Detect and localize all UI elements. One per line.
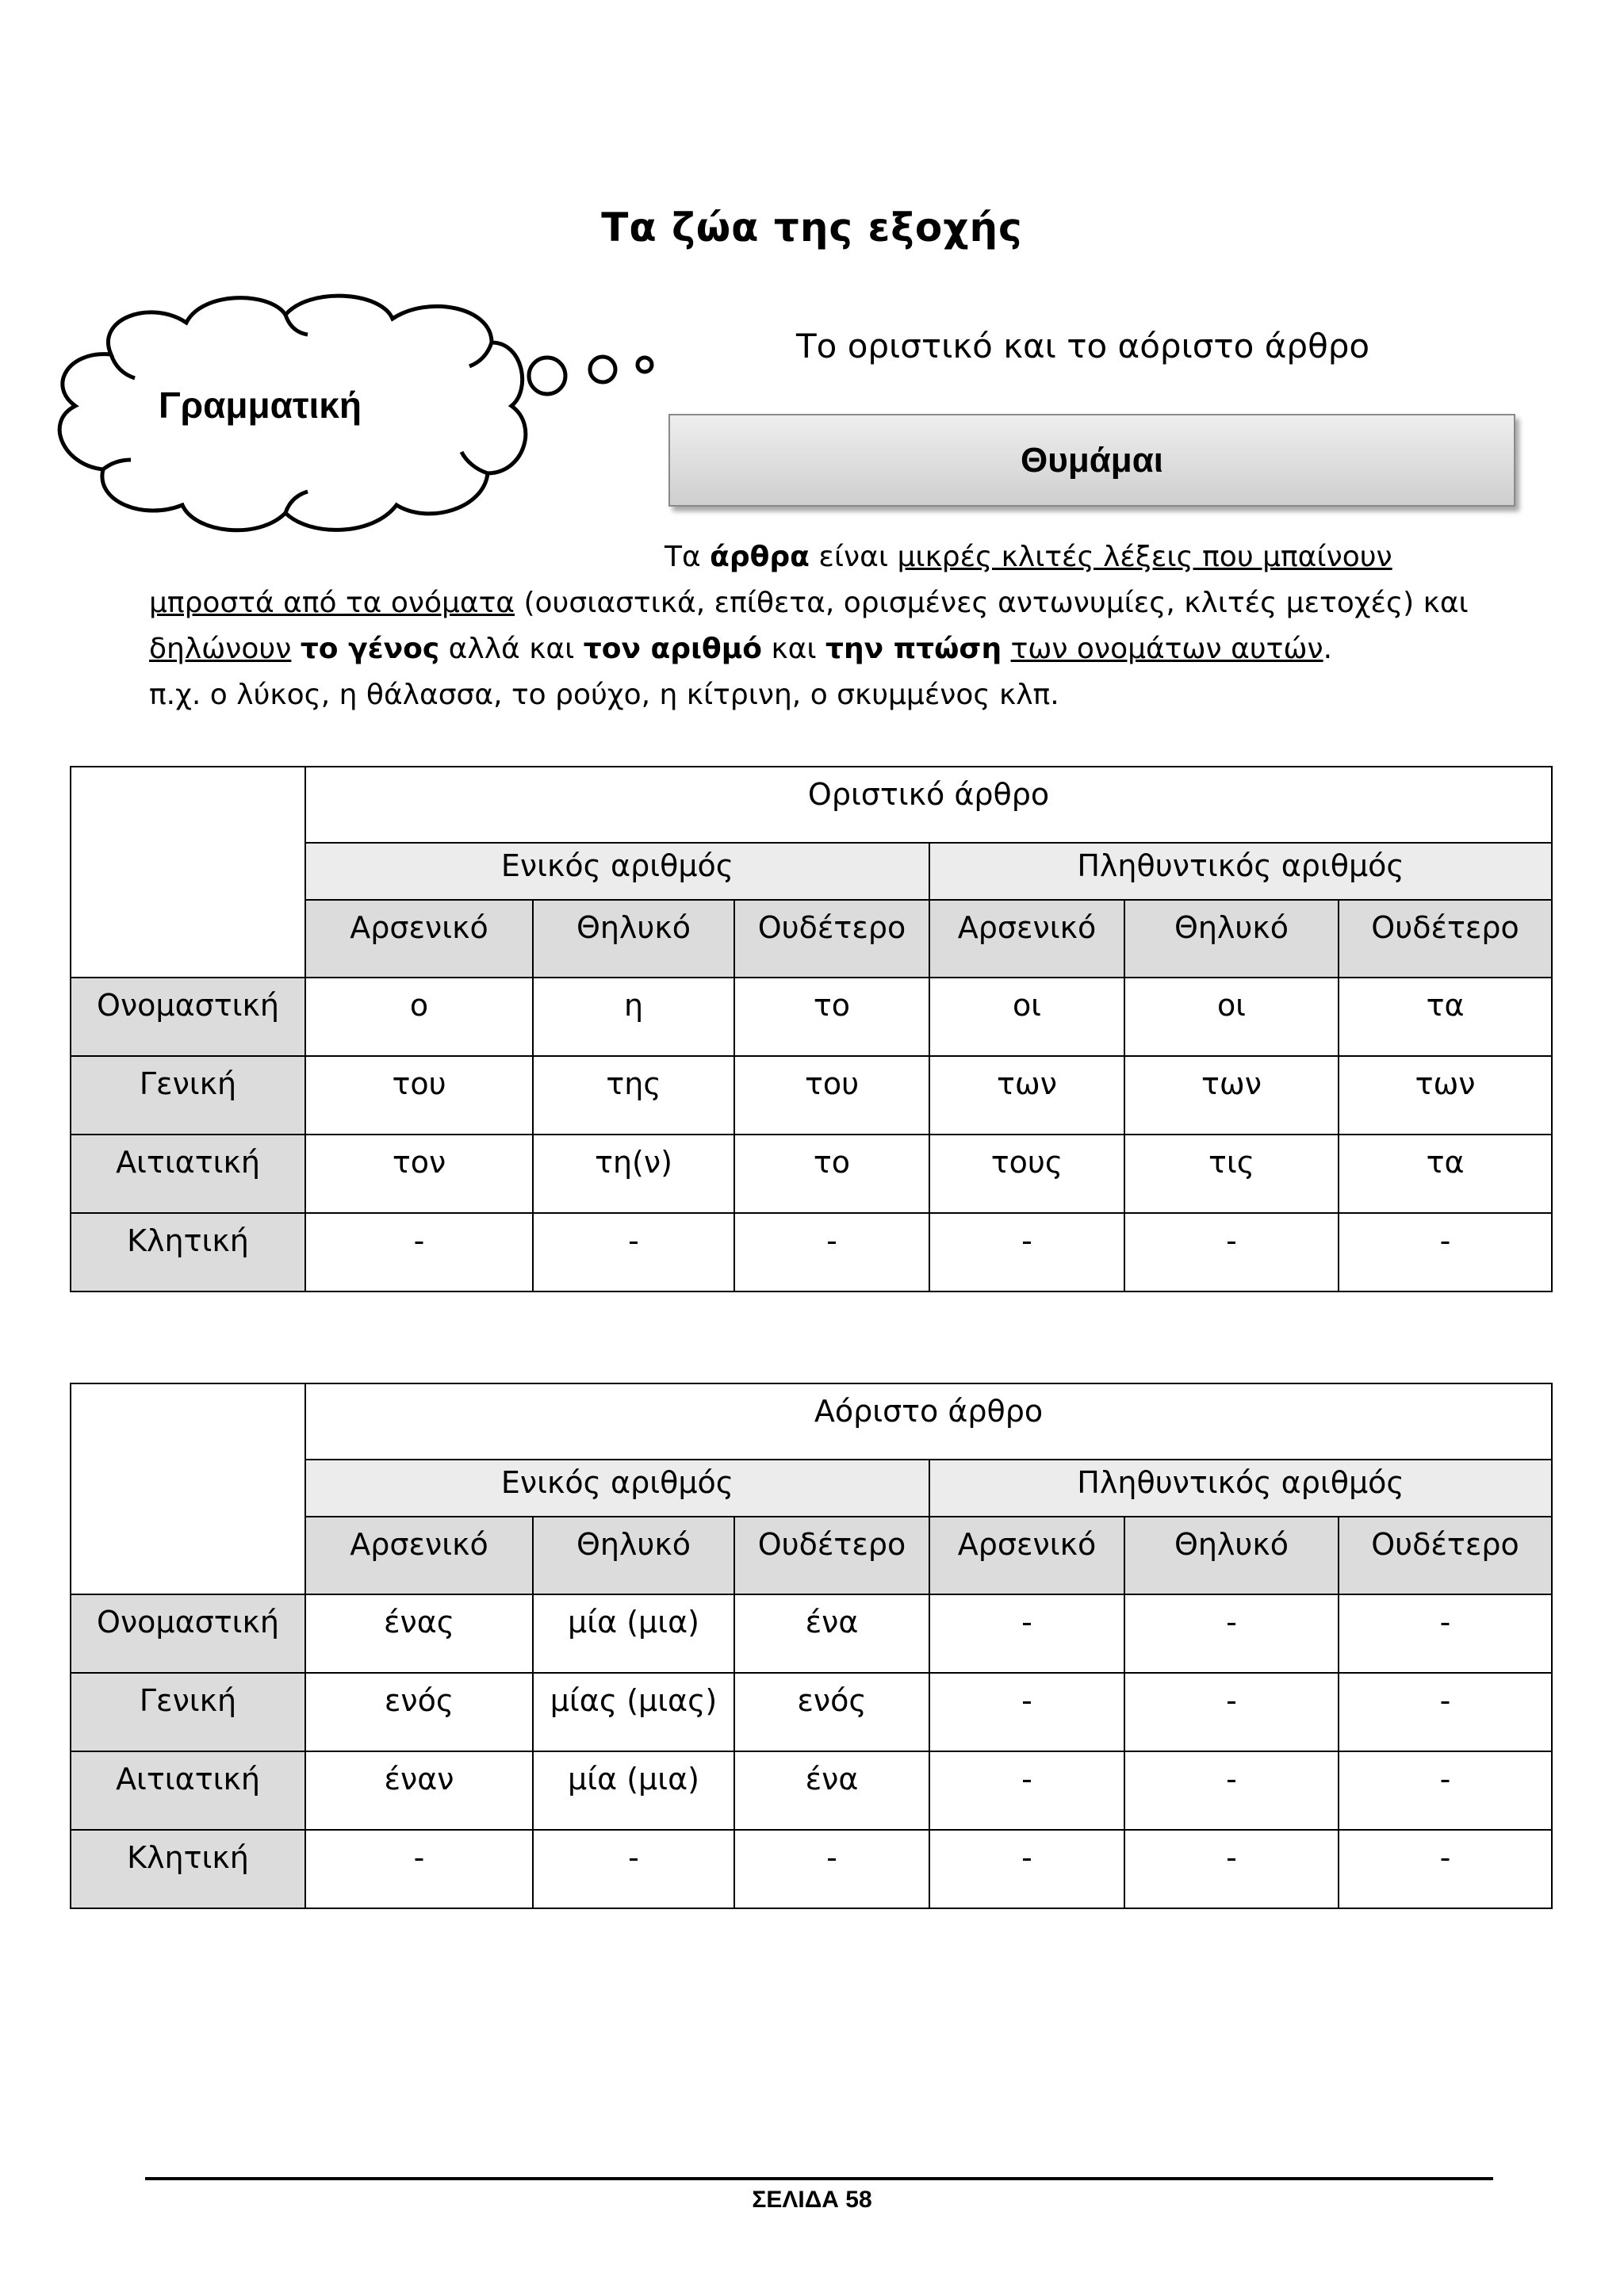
gender-header: Αρσενικό [305, 900, 533, 978]
table-cell: μία (μια) [533, 1751, 734, 1830]
table-cell: τη(ν) [533, 1135, 734, 1213]
gender-header: Αρσενικό [305, 1517, 533, 1594]
banner-label: Θυμάμαι [1021, 440, 1163, 480]
plural-header: Πληθυντικός αριθμός [929, 843, 1552, 900]
table-cell: - [734, 1213, 929, 1292]
corner-cell [71, 1383, 305, 1594]
table-cell: το [734, 1135, 929, 1213]
table-cell: - [1124, 1673, 1339, 1751]
text-run: και [762, 633, 826, 665]
table-cell: - [1339, 1594, 1552, 1673]
table-cell: του [305, 1056, 533, 1135]
footer-divider [145, 2177, 1493, 2180]
table-cell: - [929, 1830, 1124, 1908]
table-cell: - [1124, 1594, 1339, 1673]
table-cell: της [533, 1056, 734, 1135]
table-cell: - [929, 1594, 1124, 1673]
table-cell: τα [1339, 978, 1552, 1056]
case-label: Ονομαστική [71, 1594, 305, 1673]
table-row [71, 1830, 1552, 1908]
cloud-label: Γραμματική [159, 385, 362, 426]
table-cell: - [1339, 1213, 1552, 1292]
table-cell: ένα [734, 1751, 929, 1830]
case-label: Γενική [71, 1673, 305, 1751]
table-cell: ένα [734, 1594, 929, 1673]
table-cell: το [734, 978, 929, 1056]
table-cell: - [1124, 1830, 1339, 1908]
underlined-phrase: μπροστά από τα ονόματα [149, 587, 515, 619]
singular-header: Ενικός αριθμός [305, 843, 929, 900]
gender-header: Θηλυκό [1124, 900, 1339, 978]
banner [668, 414, 1515, 507]
table-cell: - [929, 1213, 1124, 1292]
table-cell: ενός [734, 1673, 929, 1751]
gender-header: Ουδέτερο [734, 1517, 929, 1594]
gender-header: Θηλυκό [533, 900, 734, 978]
paragraph-line-2 [149, 580, 1545, 626]
table-cell: - [533, 1830, 734, 1908]
table-cell: του [734, 1056, 929, 1135]
text-run [291, 633, 300, 665]
definite-article-table [70, 766, 1553, 1292]
table-cell: των [1124, 1056, 1339, 1135]
case-label: Ονομαστική [71, 978, 305, 1056]
underlined-phrase: δηλώνουν [149, 633, 292, 665]
page-title: Τα ζώα της εξοχής [601, 205, 1023, 251]
text-run: . [1323, 633, 1333, 665]
gender-header: Θηλυκό [1124, 1517, 1339, 1594]
paragraph-line-3 [149, 626, 1545, 672]
table-cell: - [1339, 1751, 1552, 1830]
paragraph-line-4: π.χ. ο λύκος, η θάλασσα, το ρούχο, η κίτρινη, ο σκυμμένος κλπ. [149, 679, 1059, 711]
table-cell: - [929, 1751, 1124, 1830]
table-cell: τις [1124, 1135, 1339, 1213]
gender-header: Αρσενικό [929, 1517, 1124, 1594]
corner-cell [71, 767, 305, 978]
table-cell: η [533, 978, 734, 1056]
table-row [71, 1135, 1552, 1213]
gender-header: Θηλυκό [533, 1517, 734, 1594]
table-cell: έναν [305, 1751, 533, 1830]
case-label: Κλητική [71, 1213, 305, 1292]
gender-header: Ουδέτερο [734, 900, 929, 978]
table-cell: - [734, 1830, 929, 1908]
subtitle: Το οριστικό και το αόριστο άρθρο [796, 327, 1370, 365]
gender-header: Ουδέτερο [1339, 1517, 1552, 1594]
table-cell: - [1339, 1830, 1552, 1908]
table-cell: ενός [305, 1673, 533, 1751]
underlined-phrase: των ονομάτων αυτών [1010, 633, 1323, 665]
case-label: Αιτιατική [71, 1135, 305, 1213]
table-cell: - [1124, 1213, 1339, 1292]
table-row [71, 1056, 1552, 1135]
case-label: Κλητική [71, 1830, 305, 1908]
table-cell: - [533, 1213, 734, 1292]
bold-term: το γένος [300, 633, 440, 665]
table-cell: - [1339, 1673, 1552, 1751]
gender-header: Ουδέτερο [1339, 900, 1552, 978]
case-label: Γενική [71, 1056, 305, 1135]
gender-header: Αρσενικό [929, 900, 1124, 978]
table-cell: μίας (μιας) [533, 1673, 734, 1751]
text-run: Τα [665, 541, 710, 573]
bold-term: τον αριθμό [583, 633, 763, 665]
table-row [71, 1213, 1552, 1292]
text-run: είναι [809, 541, 898, 573]
page-number: ΣΕΛΙΔΑ 58 [752, 2187, 872, 2213]
paragraph-line-1 [149, 534, 1545, 580]
plural-header: Πληθυντικός αριθμός [929, 1460, 1552, 1517]
table-cell: οι [929, 978, 1124, 1056]
text-run [1002, 633, 1010, 665]
table-row [71, 1673, 1552, 1751]
bold-term: άρθρα [710, 541, 810, 573]
table-row [71, 1751, 1552, 1830]
table-cell: των [929, 1056, 1124, 1135]
table-cell: των [1339, 1056, 1552, 1135]
table-row [71, 978, 1552, 1056]
table-cell: - [305, 1830, 533, 1908]
table-cell: μία (μια) [533, 1594, 734, 1673]
indefinite-article-table [70, 1383, 1553, 1909]
table-cell: τους [929, 1135, 1124, 1213]
table-cell: οι [1124, 978, 1339, 1056]
table-title: Οριστικό άρθρο [305, 767, 1552, 843]
table-cell: - [305, 1213, 533, 1292]
bold-term: την πτώση [825, 633, 1002, 665]
table-cell: ο [305, 978, 533, 1056]
text-run: (ουσιαστικά, επίθετα, ορισμένες αντωνυμίες, κλιτές μετοχές) και [515, 587, 1469, 619]
table-title: Αόριστο άρθρο [305, 1383, 1552, 1460]
table-cell: - [929, 1673, 1124, 1751]
table-cell: ένας [305, 1594, 533, 1673]
singular-header: Ενικός αριθμός [305, 1460, 929, 1517]
table-cell: τα [1339, 1135, 1552, 1213]
table-row [71, 1594, 1552, 1673]
intro-paragraph [149, 534, 1545, 718]
underlined-phrase: μικρές κλιτές λέξεις που μπαίνουν [897, 541, 1392, 573]
case-label: Αιτιατική [71, 1751, 305, 1830]
text-run: αλλά και [439, 633, 584, 665]
table-cell: - [1124, 1751, 1339, 1830]
table-cell: τον [305, 1135, 533, 1213]
